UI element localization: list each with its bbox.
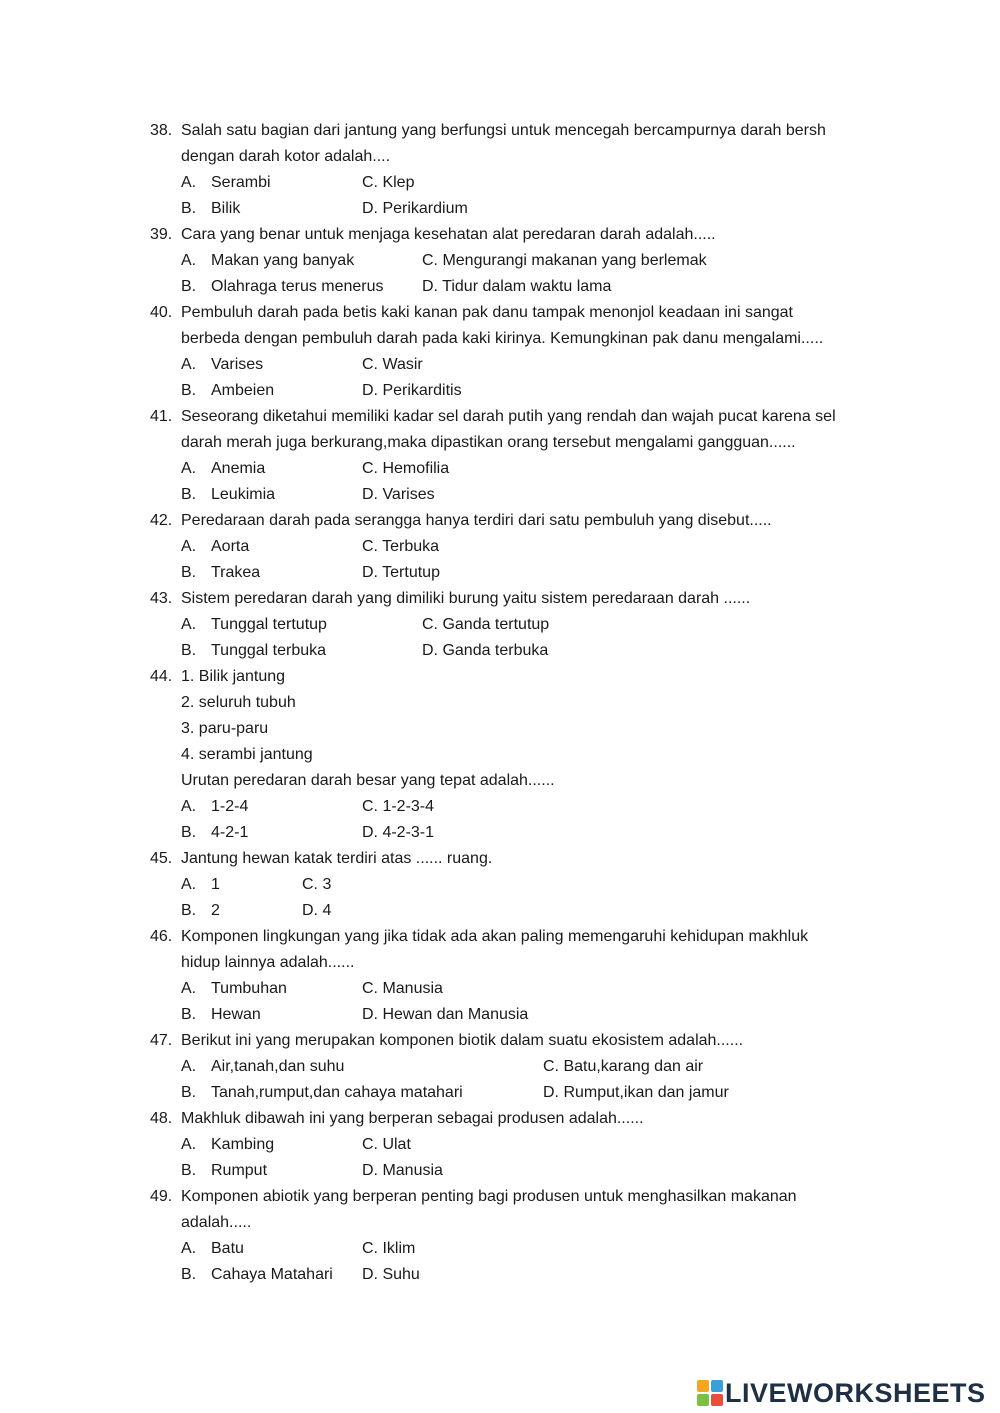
option-text: 2: [211, 902, 220, 919]
option-text: Aorta: [211, 538, 250, 555]
question-line: [0, 1210, 1000, 1236]
question-text: Salah satu bagian dari jantung yang berfungsi untuk mencegah bercampurnya darah bersh: [181, 122, 826, 139]
option-letter: A.: [181, 616, 197, 633]
logo-tile: [711, 1394, 723, 1406]
option-text-right: C. Manusia: [362, 980, 443, 997]
option-text-right: C. Ganda tertutup: [422, 616, 550, 633]
question-text: 2. seluruh tubuh: [181, 694, 296, 711]
question-42: [0, 508, 1000, 586]
question-number: 42.: [150, 512, 173, 529]
option-letter: A.: [181, 1058, 197, 1075]
question-number: 41.: [150, 408, 173, 425]
logo-tile: [711, 1380, 723, 1392]
question-47: [0, 1028, 1000, 1106]
option-letter: A.: [181, 174, 197, 191]
question-number: 45.: [150, 850, 173, 867]
question-text: hidup lainnya adalah......: [181, 954, 355, 971]
option-row: [0, 794, 1000, 820]
question-line: [0, 300, 1000, 326]
option-text-right: C. Iklim: [362, 1240, 416, 1257]
question-text: Urutan peredaran darah besar yang tepat adalah......: [181, 772, 555, 789]
option-letter: A.: [181, 798, 197, 815]
question-number: 38.: [150, 122, 173, 139]
option-letter: B.: [181, 902, 197, 919]
option-row: [0, 196, 1000, 222]
option-text: Serambi: [211, 174, 271, 191]
liveworksheets-logo: [697, 1378, 986, 1408]
question-line: [0, 144, 1000, 170]
option-row: [0, 638, 1000, 664]
option-row: [0, 378, 1000, 404]
option-text-right: D. Tertutup: [362, 564, 440, 581]
option-letter: A.: [181, 356, 197, 373]
option-text-right: C. Klep: [362, 174, 415, 191]
option-letter: B.: [181, 642, 197, 659]
question-number: 44.: [150, 668, 173, 685]
question-line: [0, 664, 1000, 690]
option-text-right: D. 4: [302, 902, 332, 919]
question-line: [0, 1184, 1000, 1210]
question-line: [0, 222, 1000, 248]
option-text: Tanah,rumput,dan cahaya matahari: [211, 1084, 463, 1101]
option-row: [0, 1158, 1000, 1184]
option-text-right: D. Hewan dan Manusia: [362, 1006, 529, 1023]
option-row: [0, 1054, 1000, 1080]
option-text-right: D. Tidur dalam waktu lama: [422, 278, 612, 295]
logo-tile: [697, 1394, 709, 1406]
question-line: [0, 768, 1000, 794]
question-text: dengan darah kotor adalah....: [181, 148, 391, 165]
question-text: Komponen abiotik yang berperan penting bagi produsen untuk menghasilkan makanan: [181, 1188, 797, 1205]
option-row: [0, 872, 1000, 898]
option-letter: B.: [181, 1084, 197, 1101]
option-letter: B.: [181, 486, 197, 503]
option-row: [0, 1262, 1000, 1288]
question-number: 49.: [150, 1188, 173, 1205]
logo-tile: [697, 1380, 709, 1392]
option-text-right: C. Mengurangi makanan yang berlemak: [422, 252, 707, 269]
question-48: [0, 1106, 1000, 1184]
option-text-right: C. Hemofilia: [362, 460, 450, 477]
option-text: Varises: [211, 356, 264, 373]
question-38: [0, 118, 1000, 222]
question-44: [0, 664, 1000, 846]
option-row: [0, 482, 1000, 508]
question-text: 1. Bilik jantung: [181, 668, 286, 685]
question-number: 46.: [150, 928, 173, 945]
option-letter: A.: [181, 538, 197, 555]
option-letter: A.: [181, 980, 197, 997]
option-text-right: C. 1-2-3-4: [362, 798, 435, 815]
question-line: [0, 950, 1000, 976]
question-number: 48.: [150, 1110, 173, 1127]
option-text-right: D. Perikarditis: [362, 382, 462, 399]
question-text: Makhluk dibawah ini yang berperan sebagai produsen adalah......: [181, 1110, 644, 1127]
question-line: [0, 924, 1000, 950]
option-text-right: C. 3: [302, 876, 332, 893]
question-line: [0, 846, 1000, 872]
option-text-right: D. Perikardium: [362, 200, 468, 217]
option-text-right: D. Varises: [362, 486, 435, 503]
option-text: Olahraga terus menerus: [211, 278, 384, 295]
question-line: [0, 690, 1000, 716]
option-text: 1: [211, 876, 220, 893]
option-row: [0, 170, 1000, 196]
option-text-right: C. Terbuka: [362, 538, 440, 555]
option-text: Ambeien: [211, 382, 275, 399]
option-letter: A.: [181, 1136, 197, 1153]
option-row: [0, 1132, 1000, 1158]
question-text: darah merah juga berkurang,maka dipastikan orang tersebut mengalami gangguan......: [181, 434, 796, 451]
option-text-right: D. 4-2-3-1: [362, 824, 435, 841]
brand-name: LIVEWORKSHEETS: [725, 1377, 986, 1408]
option-row: [0, 1002, 1000, 1028]
option-text: Trakea: [211, 564, 261, 581]
question-text: Pembuluh darah pada betis kaki kanan pak danu tampak menonjol keadaan ini sangat: [181, 304, 793, 321]
option-row: [0, 274, 1000, 300]
question-line: [0, 326, 1000, 352]
question-41: [0, 404, 1000, 508]
question-line: [0, 1028, 1000, 1054]
option-letter: A.: [181, 1240, 197, 1257]
option-row: [0, 534, 1000, 560]
option-text: Anemia: [211, 460, 266, 477]
question-text: berbeda dengan pembuluh darah pada kaki kirinya. Kemungkinan pak danu mengalami.....: [181, 330, 824, 347]
option-row: [0, 248, 1000, 274]
option-text: Air,tanah,dan suhu: [211, 1058, 345, 1075]
question-number: 43.: [150, 590, 173, 607]
option-row: [0, 820, 1000, 846]
question-text: Berikut ini yang merupakan komponen biotik dalam suatu ekosistem adalah......: [181, 1032, 744, 1049]
question-text: Peredaraan darah pada serangga hanya terdiri dari satu pembuluh yang disebut.....: [181, 512, 772, 529]
option-row: [0, 456, 1000, 482]
question-text: Cara yang benar untuk menjaga kesehatan alat peredaran darah adalah.....: [181, 226, 716, 243]
liveworksheets-icon: [697, 1380, 723, 1406]
option-letter: B.: [181, 1006, 197, 1023]
question-line: [0, 118, 1000, 144]
question-number: 39.: [150, 226, 173, 243]
question-line: [0, 508, 1000, 534]
question-text: 3. paru-paru: [181, 720, 269, 737]
option-letter: B.: [181, 1162, 197, 1179]
question-number: 47.: [150, 1032, 173, 1049]
option-text: Cahaya Matahari: [211, 1266, 333, 1283]
option-letter: A.: [181, 876, 197, 893]
question-text: Komponen lingkungan yang jika tidak ada akan paling memengaruhi kehidupan makhluk: [181, 928, 809, 945]
option-text: Leukimia: [211, 486, 276, 503]
option-text: Makan yang banyak: [211, 252, 355, 269]
option-text: Batu: [211, 1240, 244, 1257]
option-text-right: C. Batu,karang dan air: [543, 1058, 704, 1075]
option-text-right: D. Rumput,ikan dan jamur: [543, 1084, 729, 1101]
option-text: Tunggal terbuka: [211, 642, 327, 659]
question-line: [0, 430, 1000, 456]
question-line: [0, 716, 1000, 742]
question-text: Jantung hewan katak terdiri atas ...... ruang.: [181, 850, 493, 867]
option-text: 1-2-4: [211, 798, 249, 815]
option-row: [0, 976, 1000, 1002]
option-letter: A.: [181, 252, 197, 269]
question-number: 40.: [150, 304, 173, 321]
question-49: [0, 1184, 1000, 1288]
option-text-right: C. Wasir: [362, 356, 423, 373]
question-text: 4. serambi jantung: [181, 746, 313, 763]
option-row: [0, 898, 1000, 924]
option-letter: B.: [181, 564, 197, 581]
worksheet: [0, 118, 1000, 1288]
option-letter: B.: [181, 278, 197, 295]
question-39: [0, 222, 1000, 300]
question-line: [0, 1106, 1000, 1132]
question-40: [0, 300, 1000, 404]
option-letter: B.: [181, 382, 197, 399]
question-line: [0, 586, 1000, 612]
question-46: [0, 924, 1000, 1028]
option-letter: B.: [181, 200, 197, 217]
option-row: [0, 1080, 1000, 1106]
option-text: Tunggal tertutup: [211, 616, 327, 633]
option-text: Kambing: [211, 1136, 275, 1153]
option-text-right: D. Ganda terbuka: [422, 642, 549, 659]
question-45: [0, 846, 1000, 924]
option-text: 4-2-1: [211, 824, 249, 841]
option-text: Bilik: [211, 200, 241, 217]
option-text: Rumput: [211, 1162, 268, 1179]
option-row: [0, 1236, 1000, 1262]
option-letter: B.: [181, 824, 197, 841]
question-text: Seseorang diketahui memiliki kadar sel darah putih yang rendah dan wajah pucat karena sel: [181, 408, 836, 425]
option-letter: A.: [181, 460, 197, 477]
question-text: adalah.....: [181, 1214, 252, 1231]
question-line: [0, 404, 1000, 430]
option-row: [0, 352, 1000, 378]
option-text: Hewan: [211, 1006, 261, 1023]
question-text: Sistem peredaran darah yang dimiliki burung yaitu sistem peredaraan darah ......: [181, 590, 751, 607]
question-line: [0, 742, 1000, 768]
option-row: [0, 612, 1000, 638]
option-row: [0, 560, 1000, 586]
option-text-right: C. Ulat: [362, 1136, 411, 1153]
option-letter: B.: [181, 1266, 197, 1283]
option-text-right: D. Manusia: [362, 1162, 443, 1179]
option-text: Tumbuhan: [211, 980, 287, 997]
question-43: [0, 586, 1000, 664]
option-text-right: D. Suhu: [362, 1266, 420, 1283]
